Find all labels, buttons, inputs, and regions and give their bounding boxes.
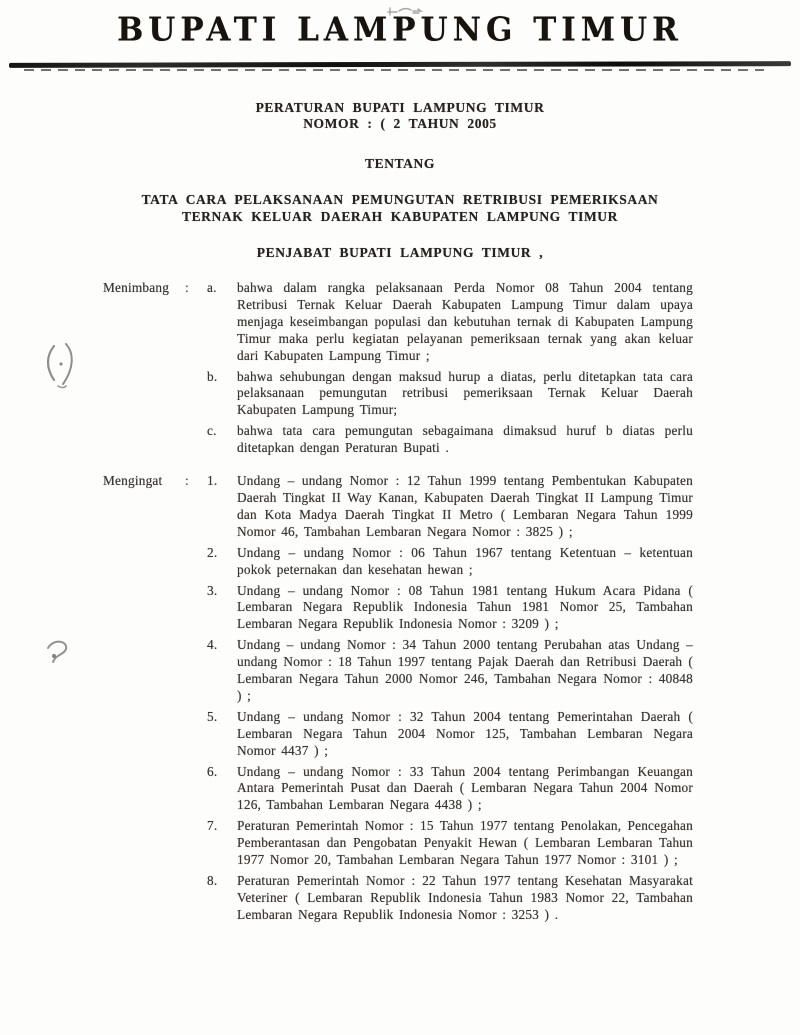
menimbang-item-marker: c. — [207, 423, 217, 439]
mengingat-item-marker: 3. — [207, 582, 218, 598]
mengingat-item-marker: 1. — [207, 473, 218, 489]
menimbang-row — [103, 369, 693, 420]
mengingat-item-text: Undang – undang Nomor : 33 Tahun 2004 tentang Perimbangan Keuangan Antara Pemerintah Pusat dan Daerah ( Lembaran Negara Tahun 2004 Nomor 126, Tambahan Lembaran Negara 4438 ) ; — [237, 763, 693, 813]
mengingat-row — [103, 818, 693, 869]
mengingat-item-text: Peraturan Pemerintah Nomor : 15 Tahun 1977 tentang Penolakan, Pencegahan Pemberantasan dan Pengobatan Penyakit Hewan ( Lembaran Lembaran Tahun 1977 Nomor 20, Tambahan Lembaran Negara Tahun 1977 Nomor : 3101 ) ; — [237, 818, 693, 868]
mengingat-item-marker: 4. — [207, 637, 218, 653]
mengingat-row — [103, 473, 693, 541]
mengingat-item-text: Undang – undang Nomor : 08 Tahun 1981 tentang Hukum Acara Pidana ( Lembaran Negara Republik Indonesia Tahun 1981 Nomor 25, Tambahan Lembaran Negara Republik Indonesia Nomor : 3209 ) ; — [237, 582, 693, 632]
scan-smudge-left-upper-icon — [42, 338, 84, 392]
scan-smudge-left-lower-icon — [40, 636, 78, 672]
doc-subject-line1: TATA CARA PELAKSANAAN PEMUNGUTAN RETRIBUSI PEMERIKSAAN — [141, 192, 659, 207]
menimbang-item-text: bahwa tata cara pemungutan sebagaimana dimaksud huruf b diatas perlu ditetapkan dengan Peraturan Bupati . — [237, 423, 693, 456]
menimbang-item-text: bahwa dalam rangka pelaksanaan Perda Nomor 08 Tahun 2004 tentang Retribusi Ternak Keluar Daerah Kabupaten Lampung Timur dalam upaya menjaga keseimbangan populasi dan kebutuhan ternak di Kabupaten Lampung Timur maka perlu kegiatan pelayanan pemeriksaan ternak yang akan keluar dari Kabupaten Lampung Timur ; — [237, 280, 693, 363]
mengingat-item-text: Peraturan Pemerintah Nomor : 22 Tahun 1977 tentang Kesehatan Masyarakat Veteriner ( Lembaran Republik Indonesia Tahun 1983 Nomor 22, Tambahan Lembaran Negara Republik Indonesia Nomor : 3253 ) . — [237, 873, 693, 922]
mengingat-item-marker: 2. — [207, 544, 218, 560]
mengingat-row — [103, 637, 693, 705]
issuing-official-line: PENJABAT BUPATI LAMPUNG TIMUR , — [256, 245, 544, 260]
doc-title-line1: PERATURAN BUPATI LAMPUNG TIMUR — [255, 100, 545, 115]
mengingat-item-marker: 6. — [207, 763, 218, 779]
mengingat-item-marker: 8. — [207, 873, 218, 888]
letterhead-rule-secondary — [24, 69, 764, 71]
menimbang-item-text: bahwa sehubungan dengan maksud hurup a diatas, perlu ditetapkan tata cara pelaksanaan pemungutan retribusi pemeriksaan Ternak Keluar Daerah Kabupaten Lampung Timur; — [237, 368, 693, 418]
section-gap — [103, 461, 693, 473]
mengingat-item-text: Undang – undang Nomor : 06 Tahun 1967 tentang Ketentuan – ketentuan pokok peternakan dan kesehatan hewan ; — [237, 544, 693, 577]
letterhead-rule — [9, 61, 791, 68]
mengingat-section — [103, 473, 693, 924]
menimbang-colon: : — [185, 280, 189, 295]
menimbang-row — [103, 280, 693, 365]
mengingat-row — [103, 873, 693, 924]
menimbang-item-marker: b. — [207, 368, 218, 384]
mengingat-item-text: Undang – undang Nomor : 32 Tahun 2004 tentang Pemerintahan Daerah ( Lembaran Negara Tahun 2004 Nomor 125, Tambahan Lembaran Negara Nomor 4437 ) ; — [237, 708, 693, 758]
mengingat-colon: : — [185, 473, 189, 489]
mengingat-item-marker: 7. — [207, 818, 218, 834]
mengingat-row — [103, 764, 693, 815]
menimbang-section — [103, 280, 693, 457]
letterhead-title: BUPATI LAMPUNG TIMUR — [117, 10, 683, 50]
tentang-label: TENTANG — [365, 156, 435, 171]
mengingat-row — [103, 545, 693, 579]
mengingat-item-text: Undang – undang Nomor : 12 Tahun 1999 tentang Pembentukan Kabupaten Daerah Tingkat II Way Kanan, Kabupaten Daerah Tingkat II Lampung Timur dan Kota Madya Daerah Tingkat II Metro ( Lembaran Negara Tahun 1999 Nomor 46, Tambahan Lembaran Negara Nomor : 3825 ) ; — [237, 473, 693, 539]
mengingat-row — [103, 583, 693, 634]
doc-subject-line2: TERNAK KELUAR DAERAH KABUPATEN LAMPUNG TIMUR — [181, 209, 619, 224]
clauses-body — [103, 280, 693, 928]
mengingat-item-marker: 5. — [207, 708, 218, 724]
menimbang-row — [103, 423, 693, 457]
doc-number-line: NOMOR : ( 2 TAHUN 2005 — [303, 116, 497, 131]
mengingat-row — [103, 709, 693, 760]
menimbang-label: Menimbang — [103, 280, 170, 295]
mengingat-item-text: Undang – undang Nomor : 34 Tahun 2000 tentang Perubahan atas Undang – undang Nomor : 18 Tahun 1997 tentang Pajak Daerah dan Retribusi Daerah ( Lembaran Negara Tahun 2000 Nomor 246, Tambahan Negara Nomor : 40848 ) ; — [237, 637, 693, 703]
mengingat-label: Mengingat — [103, 473, 163, 489]
menimbang-item-marker: a. — [207, 280, 217, 295]
